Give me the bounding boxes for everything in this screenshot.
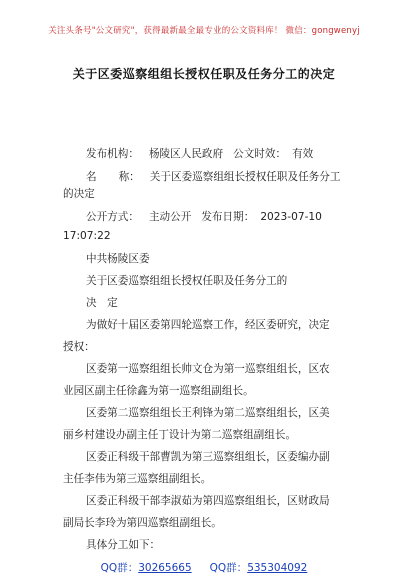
body-subject-line-1: 关于区委巡察组组长授权任职及任务分工的	[86, 275, 288, 287]
paragraph-1-line-2: 授权：	[63, 341, 95, 353]
body-subject-line-2: 决 定	[86, 297, 118, 309]
issuer-label: 发布机构：	[86, 148, 139, 160]
paragraph-3-line-1: 区委第二巡察组组长王利锋为第二巡察组组长，区美	[86, 407, 330, 419]
name-label-char-2: 称：	[118, 171, 140, 183]
date-value: 2023-07-10	[260, 211, 322, 223]
meta-name-line	[86, 170, 340, 184]
qq-value-2[interactable]: 535304092	[247, 562, 308, 574]
public-label: 公开方式：	[86, 211, 139, 223]
name-value-part-1: 关于区委巡察组组长授权任职及任务分工	[149, 171, 341, 183]
header-banner: 关注头条号"公文研究"，获得最新最全最专业的公文资料库！ 微信：gongwenyj	[48, 26, 360, 36]
qq-value-1[interactable]: 30265665	[138, 562, 192, 574]
paragraph-6: 具体分工如下：	[86, 539, 161, 551]
date-label: 发布日期：	[201, 211, 255, 223]
meta-time: 17:07:22	[63, 230, 111, 242]
paragraph-5-line-2: 副局长李玲为第四巡察组副组长。	[63, 517, 222, 529]
paragraph-2-line-1: 区委第一巡察组组长帅文仓为第一巡察组组长，区农	[86, 363, 330, 375]
public-value: 主动公开	[148, 211, 192, 223]
validity-value: 有效	[292, 148, 314, 160]
body-org: 中共杨陵区委	[86, 253, 150, 265]
paragraph-4-line-2: 主任李伟为第三巡察组副组长。	[63, 473, 212, 485]
paragraph-3-line-2: 丽乡村建设办副主任丁设计为第二巡察组副组长。	[63, 429, 297, 441]
qq-label-2: QQ群：	[209, 562, 248, 574]
paragraph-4-line-1: 区委正科级干部曹凯为第三巡察组组长，区委编办副	[86, 451, 330, 463]
name-label-char-1: 名	[86, 171, 97, 183]
paragraph-2-line-2: 业园区副主任徐鑫为第一巡察组副组长。	[63, 385, 254, 397]
paragraph-1-line-1: 为做好十届区委第四轮巡察工作，经区委研究，决定	[86, 319, 330, 331]
meta-name-continued: 的决定	[63, 188, 95, 200]
meta-issuer-line	[86, 147, 313, 161]
document-title: 关于区委巡察组组长授权任职及任务分工的决定	[72, 67, 336, 81]
meta-public-line	[86, 210, 322, 224]
paragraph-5-line-1: 区委正科级干部李淑茹为第四巡察组组长，区财政局	[86, 495, 330, 507]
issuer-value: 杨陵区人民政府	[148, 148, 224, 160]
footer-qq-groups	[0, 560, 408, 575]
qq-label-1: QQ群：	[100, 562, 139, 574]
validity-label: 公文时效：	[233, 148, 287, 160]
